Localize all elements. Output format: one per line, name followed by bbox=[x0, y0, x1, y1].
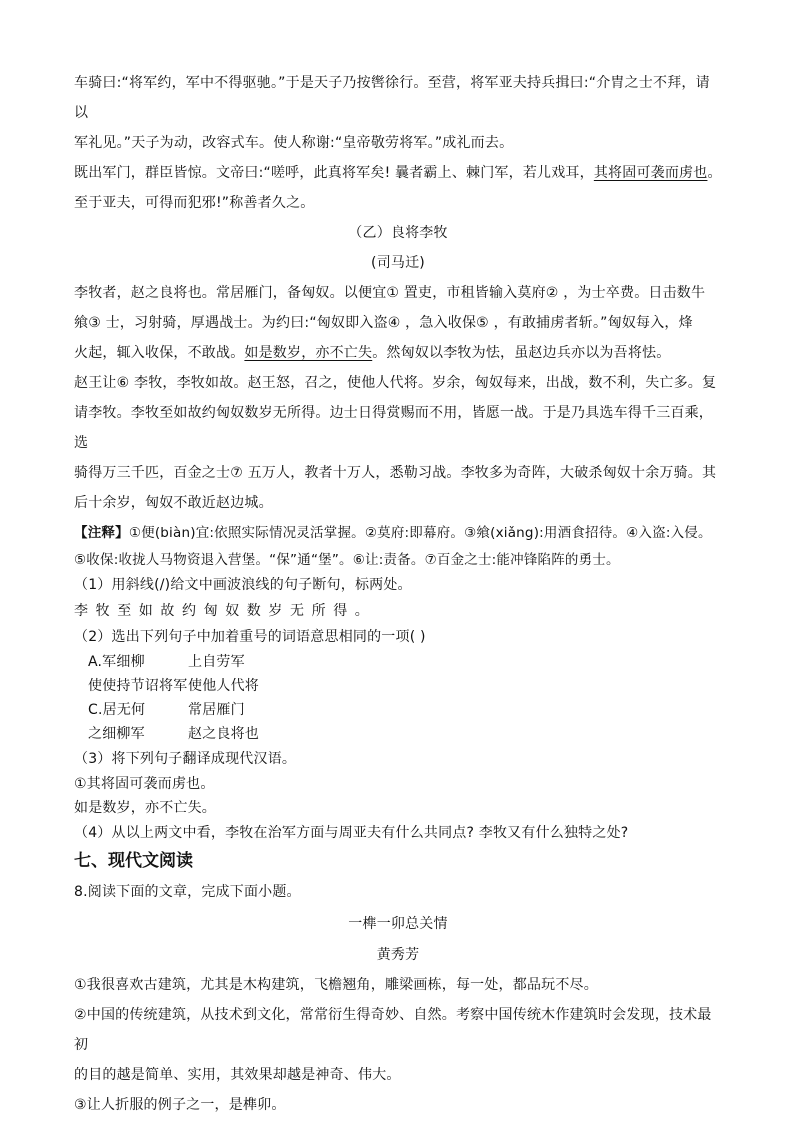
question-3-item-2: 如是数岁，亦不亡失。 bbox=[74, 800, 216, 816]
article-para-1: ①我很喜欢古建筑，尤其是木构建筑，飞檐翘角，雕梁画栋，每一处，都品玩不尽。 bbox=[74, 977, 598, 993]
document-page bbox=[74, 68, 722, 1120]
question-1-sentence: 李牧至如故约匈奴数岁无所得。 bbox=[74, 603, 377, 619]
yi-line-2: 飨③ 士，习射骑，厚遇战士。为约曰:“匈奴即入盗④ ，急入收保⑤ ，有敢捕虏者斩。”匈奴每入，烽 bbox=[74, 315, 693, 331]
yi-line-4: 赵王让⑥ 李牧，李牧如故。赵王怒，召之，使他人代将。岁余，匈奴每来，出战，数不利，失亡多。复 bbox=[74, 375, 717, 391]
option-row: C.居无何 常居雁门 bbox=[88, 702, 245, 718]
yi-author: (司马迁) bbox=[371, 255, 425, 271]
question-4: （4）从以上两文中看，李牧在治军方面与周亚夫有什么共同点? 李牧又有什么独特之处? bbox=[74, 825, 629, 841]
question-3: （3）将下列句子翻译成现代汉语。 bbox=[74, 751, 297, 767]
question-2: （2）选出下列句子中加着重号的词语意思相同的一项( ) bbox=[74, 629, 426, 645]
yi-line-6: 骑得万三千匹，百金之士⑦ 五万人，教者十万人，悉勒习战。李牧多为奇阵，大破杀匈奴十余万骑。其 bbox=[74, 465, 717, 481]
question-1: （1）用斜线(/)给文中画波浪线的句子断句，标两处。 bbox=[74, 577, 412, 593]
notes-line-2: ⑤收保:收拢人马物资退入营堡。“保”通“堡”。⑥让:责备。⑦百金之士:能冲锋陷阵的勇士。 bbox=[74, 552, 620, 568]
jia-line-1: 车骑曰:“将军约，军中不得驱驰。”于是天子乃按辔徐行。至营，将军亚夫持兵揖曰:“介胄之士不拜，请以 bbox=[74, 75, 710, 121]
yi-line-5: 请李牧。李牧至如故约匈奴数岁无所得。边士日得赏赐而不用，皆愿一战。于是乃具选车得千三百乘，选 bbox=[74, 405, 713, 451]
underlined-sentence: 其将固可袭而虏也 bbox=[593, 165, 708, 181]
question-3-item-1: ①其将固可袭而虏也。 bbox=[74, 776, 215, 792]
option-row: 之细柳军 赵之良将也 bbox=[88, 726, 259, 742]
yi-line-7: 后十余岁，匈奴不敢近赵边城。 bbox=[74, 495, 273, 511]
article-para-3: ③让人折服的例子之一，是榫卯。 bbox=[74, 1097, 286, 1113]
article-para-2-line-2: 的目的越是简单、实用，其效果却越是神奇、伟大。 bbox=[74, 1067, 401, 1083]
jia-line-4: 至于亚夫，可得而犯邪!”称善者久之。 bbox=[74, 195, 315, 211]
notes-tag: 【注释】 bbox=[74, 525, 129, 541]
notes-line-1: 【注释】①便(biàn)宜:依照实际情况灵活掌握。②莫府:即幕府。③飨(xiǎng):用酒食招待。④入盗:入侵。 bbox=[74, 525, 712, 541]
jia-line-3: 既出军门，群臣皆惊。文帝曰:“嗟呼，此真将军矣! 曩者霸上、棘门军，若儿戏耳，其将固可袭而虏也。 bbox=[74, 165, 722, 181]
yi-line-1: 李牧者，赵之良将也。常居雁门，备匈奴。以便宜① 置吏，市租皆输入莫府② ，为士卒费。日击数牛 bbox=[74, 285, 706, 301]
article-title: 一榫一卯总关情 bbox=[348, 916, 448, 932]
section-intro: 8.阅读下面的文章，完成下面小题。 bbox=[74, 884, 301, 900]
section-heading: 七、现代文阅读 bbox=[74, 851, 193, 871]
option-row: A.军细柳 上自劳军 bbox=[88, 654, 245, 670]
article-para-2-line-1: ②中国的传统建筑，从技术到文化，常常衍生得奇妙、自然。考察中国传统木作建筑时会发现，技术最初 bbox=[74, 1007, 712, 1053]
jia-line-2: 军礼见。”天子为动，改容式车。使人称谢:“皇帝敬劳将军。”成礼而去。 bbox=[74, 135, 514, 151]
yi-line-3: 火起，辄入收保，不敢战。如是数岁，亦不亡失。然匈奴以李牧为怯，虽赵边兵亦以为吾将怯。 bbox=[74, 345, 671, 361]
underlined-sentence: 如是数岁，亦不亡失 bbox=[244, 345, 373, 361]
yi-title: （乙）良将李牧 bbox=[348, 225, 448, 241]
article-author: 黄秀芳 bbox=[376, 947, 420, 963]
option-row: 使使持节诏将军 使他人代将 bbox=[88, 678, 259, 694]
